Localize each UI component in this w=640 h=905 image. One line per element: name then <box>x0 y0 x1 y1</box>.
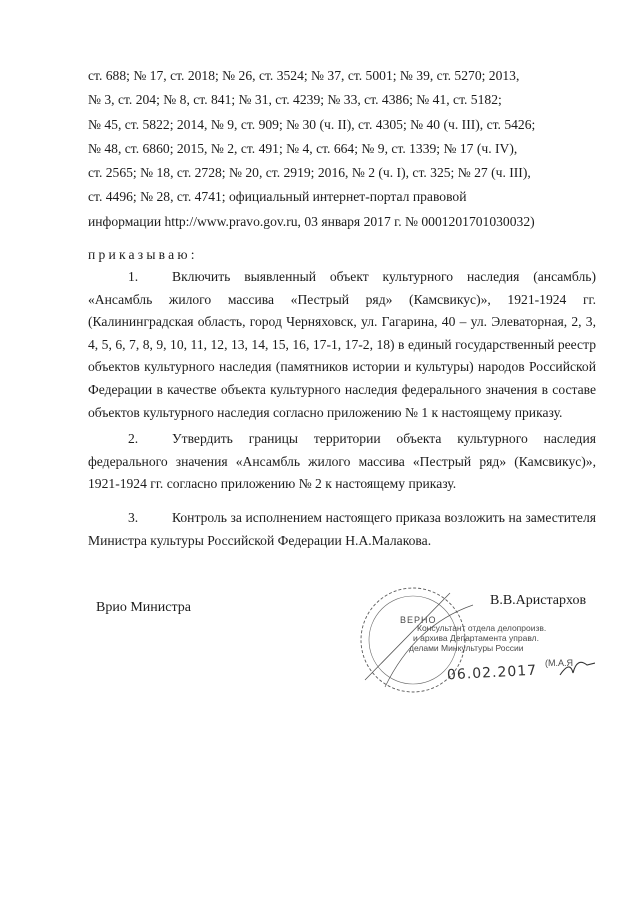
text-line: № 48, ст. 6860; 2015, № 2, ст. 491; № 4, ст. 664; № 9, ст. 1339; № 17 (ч. IV), <box>88 140 518 156</box>
signatory-name: В.В.Аристархов <box>490 593 587 608</box>
legal-references-paragraph <box>88 64 596 234</box>
text-line: ст. 2565; № 18, ст. 2728; № 20, ст. 2919; 2016, № 2 (ч. I), ст. 325; № 27 (ч. III), <box>88 165 531 181</box>
order-item-1 <box>88 266 596 424</box>
item-number: 3. <box>128 510 139 525</box>
text-line: № 3, ст. 204; № 8, ст. 841; № 31, ст. 4239; № 33, ст. 4386; № 41, ст. 5182; <box>88 92 502 108</box>
order-item-2 <box>88 428 596 496</box>
item-text: Утвердить границы территории объекта культурного наследия федерального значения «Ансамбль жилого массива «Пестрый ряд» (Камсвикус)», 1921-1924 гг. согласно приложению № 2 к настоящему приказу. <box>88 431 596 492</box>
stamp-word: ВЕРНО <box>400 615 437 625</box>
text-line: ст. 4496; № 28, ст. 4741; официальный интернет-портал правовой <box>88 189 467 205</box>
stamp-line: делами Минкультуры России <box>409 643 524 653</box>
stamp-line: и архива Департамента управл. <box>413 633 539 643</box>
text-line: № 45, ст. 5822; 2014, № 9, ст. 909; № 30 (ч. II), ст. 4305; № 40 (ч. III), ст. 5426; <box>88 116 536 132</box>
stamp-initials: (М.А.Я <box>545 658 573 668</box>
item-number: 2. <box>128 431 139 446</box>
signatory-position: Врио Министра <box>96 600 191 615</box>
orders-heading: приказываю: <box>88 247 198 262</box>
text-line: информации http://www.pravo.gov.ru, 03 января 2017 г. № 0001201701030032) <box>88 213 535 229</box>
item-number: 1. <box>128 269 139 284</box>
item-text: Включить выявленный объект культурного наследия (ансамбль) «Ансамбль жилого массива «Пестрый ряд» (Камсвикус)», 1921-1924 гг. (Калининградская область, город Черняховск, ул. Гагарина, 40 – ул. Элеваторная, 2, 3, 4, 5, 6, 7, 8, 9, 10, 11, 12, 13, 14, 15, 16, 17-1, 17-2, 18) в единый государственный реестр объектов культурного наследия (памятников истории и культуры) народов Российской Федерации в качестве объекта культурного наследия федерального значения в составе объектов культурного наследия согласно приложению № 1 к настоящему приказу. <box>88 269 596 420</box>
stamp-line: Консультант отдела делопроизв. <box>417 623 547 633</box>
item-text: Контроль за исполнением настоящего приказа возложить на заместителя Министра культуры Российской Федерации Н.А.Малакова. <box>88 510 596 548</box>
order-item-3 <box>88 507 596 552</box>
stamp-date: 06.02.2017 <box>446 662 538 684</box>
text-line: ст. 688; № 17, ст. 2018; № 26, ст. 3524; № 37, ст. 5001; № 39, ст. 5270; 2013, <box>88 68 520 83</box>
